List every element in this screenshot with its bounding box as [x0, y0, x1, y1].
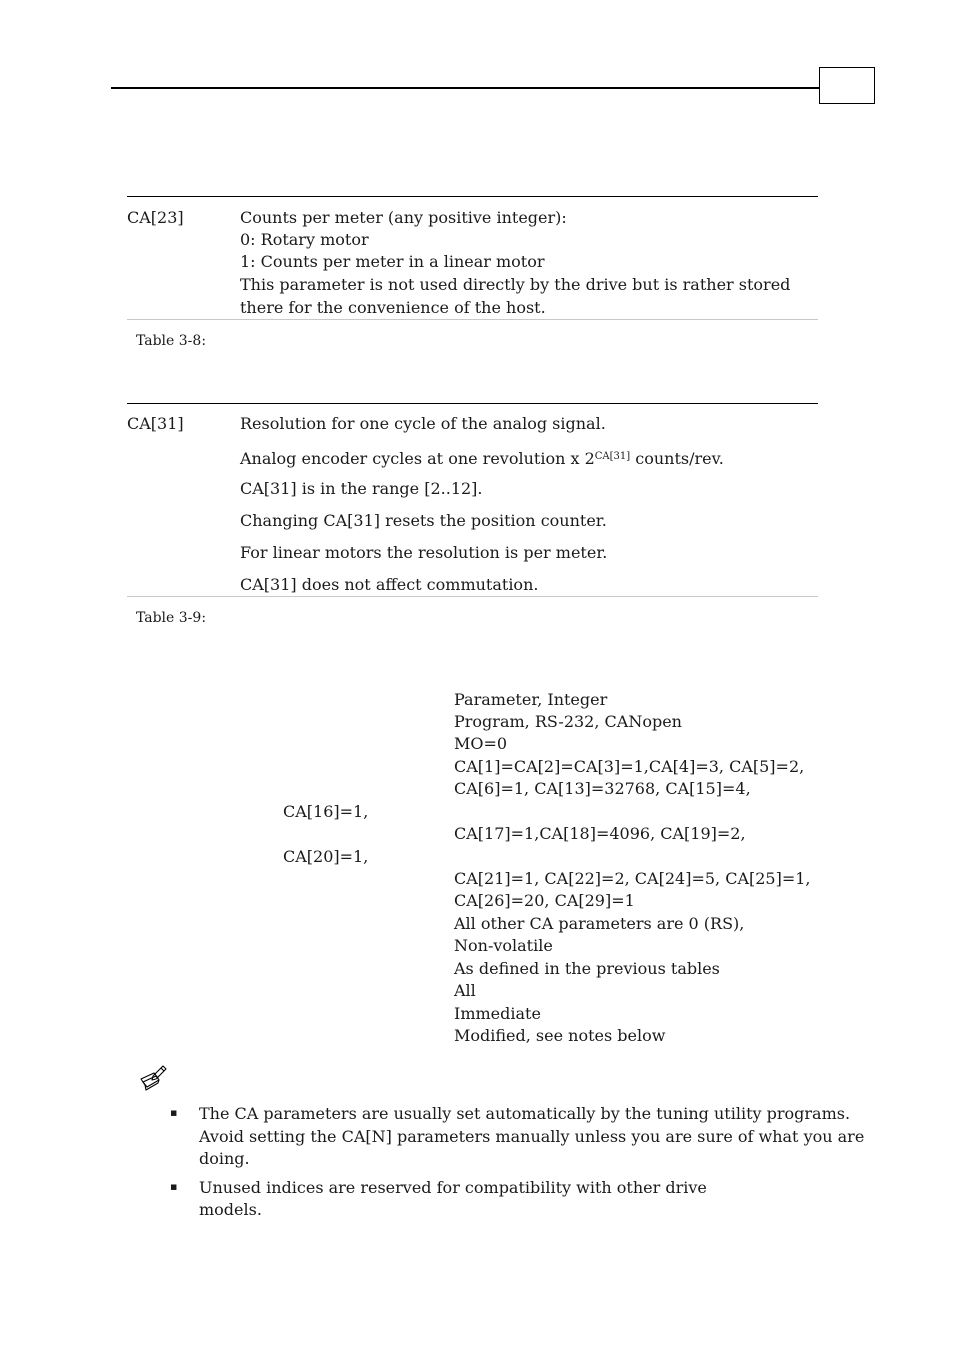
bullet-text: models. [199, 1200, 262, 1219]
attribute-value: CA[21]=1, CA[22]=2, CA[24]=5, CA[25]=1, [454, 869, 811, 888]
attribute-value: Non-volatile [454, 936, 553, 955]
header-rule [111, 87, 819, 89]
table-bottom-rule [127, 319, 818, 320]
attribute-value: Modified, see notes below [454, 1026, 666, 1045]
attribute-value: Immediate [454, 1004, 541, 1023]
description-line: This parameter is not used directly by the drive but is rather stored [240, 275, 791, 294]
bullet-marker: ▪ [170, 1180, 178, 1193]
attribute-value: CA[6]=1, CA[13]=32768, CA[15]=4, [454, 779, 751, 798]
attribute-left-item: CA[20]=1, [283, 847, 369, 866]
description-line: 0: Rotary motor [240, 230, 369, 249]
attribute-value: All [454, 981, 476, 1000]
description-line [240, 446, 724, 471]
attribute-value: CA[26]=20, CA[29]=1 [454, 891, 635, 910]
formula-unit: counts/rev. [630, 449, 724, 468]
description-line: Changing CA[31] resets the position counter. [240, 511, 607, 530]
table-caption: Table 3-8: [136, 333, 207, 349]
description-line: Counts per meter (any positive integer): [240, 208, 567, 227]
attribute-value: MO=0 [454, 734, 508, 753]
description-line: CA[31] is in the range [2..12]. [240, 479, 483, 498]
attribute-left-item: CA[16]=1, [283, 802, 369, 821]
table-top-rule [127, 196, 818, 197]
attribute-value: All other CA parameters are 0 (RS), [454, 914, 745, 933]
description-line: 1: Counts per meter in a linear motor [240, 252, 545, 271]
formula-exponent: CA[31] [594, 451, 631, 462]
description-line: For linear motors the resolution is per meter. [240, 543, 608, 562]
attribute-value: Parameter, Integer [454, 690, 608, 709]
bullet-text: The CA parameters are usually set automatically by the tuning utility programs. [199, 1104, 851, 1123]
formula-text: Analog encoder cycles at one revolution x 2 [240, 449, 595, 468]
table-top-rule [127, 403, 818, 404]
param-name: CA[23] [127, 208, 184, 227]
note-pencil-icon [138, 1064, 168, 1092]
attribute-value: As defined in the previous tables [454, 959, 720, 978]
bullet-marker: ▪ [170, 1106, 178, 1119]
bullet-text: Avoid setting the CA[N] parameters manually unless you are sure of what you are [199, 1127, 865, 1146]
bullet-text: Unused indices are reserved for compatibility with other drive [199, 1178, 707, 1197]
attribute-value: CA[1]=CA[2]=CA[3]=1,CA[4]=3, CA[5]=2, [454, 757, 805, 776]
attribute-value: CA[17]=1,CA[18]=4096, CA[19]=2, [454, 824, 746, 843]
description-line: Resolution for one cycle of the analog signal. [240, 414, 606, 433]
table-bottom-rule [127, 596, 818, 597]
table-caption: Table 3-9: [136, 610, 207, 626]
param-name: CA[31] [127, 414, 184, 433]
page-number-box [819, 67, 875, 104]
description-line: CA[31] does not affect commutation. [240, 575, 539, 594]
description-line: there for the convenience of the host. [240, 298, 546, 317]
attribute-value: Program, RS-232, CANopen [454, 712, 682, 731]
bullet-text: doing. [199, 1149, 250, 1168]
